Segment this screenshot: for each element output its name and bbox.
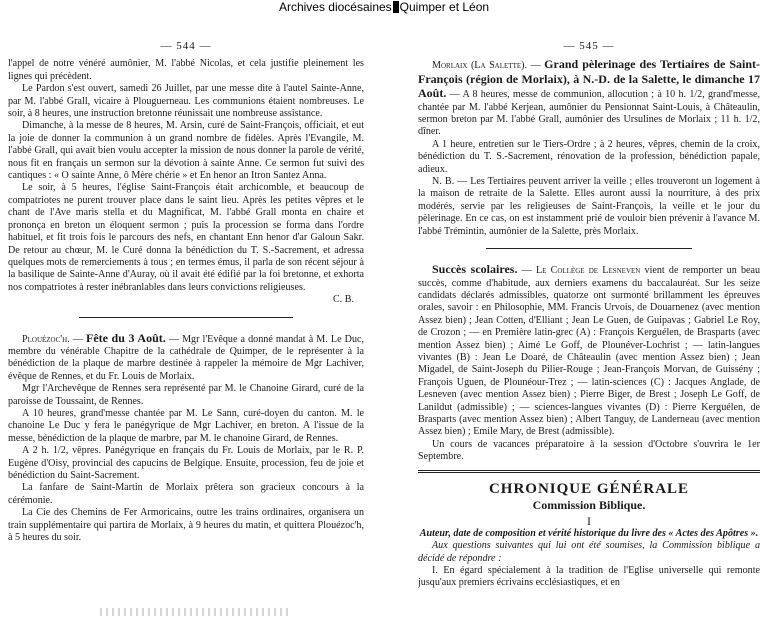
archive-banner <box>0 0 768 14</box>
plouezoch-heading: Plouézoc'h. — Fête du 3 Août. — Mgr l'Evêque a donné mandat à M. Le Duc, membre du vénérable Chapitre de la cathédrale de Quimper, de le représenter à la bénédiction de la plaque de marbre destinée à rappeler la mémoire de Mgr Lachiver, évêque de Rennes, et du Fr. Louis de Morlaix. <box>8 330 364 382</box>
section-roman-numeral: I <box>587 514 591 529</box>
banner-right-text: Quimper et Léon <box>399 0 490 14</box>
signature: C. B. <box>332 294 354 306</box>
chronique-rule <box>418 470 760 473</box>
plouezoch-text: Mgr l'Evêque a donné mandat à M. Le Duc, membre du vénérable Chapitre de la cathédrale de Quimper, de le représenter à la bénédiction de la plaque de marbre destinée à rappeler la mémoire de Mgr Lachiver, évêque de Rennes, et du Fr. Louis de Morlaix. <box>8 333 364 382</box>
salette-text: A 8 heures, messe de communion, allocution ; à 10 h. 1/2, grand'messe, chantée par M. l'abbé Kerjean, aumônier du Pensionnat Saint-Louis, à Châteaulin, sermon breton par M. l'abbé Grall, aumônier des Ursulines de Morlaix ; 11 h. 1/2, dîner. <box>418 89 760 138</box>
left-paragraph: Mgr l'Archevêque de Rennes sera représenté par M. le Chanoine Girard, curé de la paroisse de Toussaint, de Rennes. <box>8 383 364 407</box>
right-paragraph: Un cours de vacances préparatoire à la session d'Octobre s'ouvrira le 1er Septembre. <box>418 438 760 463</box>
left-paragraph: A 10 heures, grand'messe chantée par M. Le Sann, curé-doyen du canton. M. le chanoine Le Duc y fera le panégyrique de Mgr Lachiver, en breton. A l'issue de la messe, bénédiction de la plaque de marbre, par M. le chanoine Girard, de Rennes. <box>8 407 364 444</box>
left-paragraph: A 2 h. 1/2, vêpres. Panégyrique en français du Fr. Louis de Morlaix, par le R. P. Eugène d'Oisy, provincial des capucins de Belgique. Ensuite, procession, feu de joie et bénédiction du Saint-Sacrement. <box>8 445 364 481</box>
left-paragraph: Dimanche, à la messe de 8 heures, M. Arsin, curé de Saint-François, officiait, et eut la joie de donner la communion à un grand nombre de fidèles. Après l'Evangile, M. l'abbé Grall, qui avait bien voulu accepter la mission de nous donner la parole de vérité, nous fit en français un sermon sur la dévotion à sainte Anne. Ce sermon fut suivi des cantiques : « O sainte Anne, ô Mère chérie » et En henor an Itron Santez Anna. <box>8 120 364 182</box>
succes-title: Succès scolaires. <box>432 262 518 277</box>
right-page-column <box>418 40 760 590</box>
questions-intro: Aux questions suivantes qui lui ont été soumises, la Commission biblique a décidé de répondre : <box>418 540 760 564</box>
right-page-number: — 545 — <box>563 40 615 52</box>
left-paragraph: La Cie des Chemins de Fer Armoricains, outre les trains ordinaires, organisera un train supplémentaire qui partira de Morlaix, à 9 heures du matin, et quittera Plouézoc'h, à 5 heures du soir. <box>8 507 364 544</box>
chronique-title: CHRONIQUE GÉNÉRALE <box>488 480 690 497</box>
scan-smudge <box>100 608 290 616</box>
section-divider <box>486 248 691 249</box>
commission-title: Commission Biblique. <box>532 498 646 512</box>
succes-text: vient de remporter un beau succès, comme d'habitude, aux derniers examens du baccalauréat. Sur les seize candidats déclarés admissibles, quatorze ont surmonté brillamment les épreuves orales, savoir : en Philosophie, MM. Francis Urvois, de Douarnenez (avec mention Assez bien) ; Jean Cotten, d'Elliant ; Jean Le Guen, de Guipavas ; Gabriel Le Roy, de Crozon ; — en Première latin-grec (A) : François Kerguélen, de Brasparts (avec mention Assez bien) ; Aimé Le Goff, de Plounéver-Lochrist ; — latin-langues vivantes (B) : Jean Le Doaré, de Châteaulin (avec mention Assez bien) ; Jean Migadel, de Saint-Joseph du Pilier-Rouge ; Jean-François Morvan, de Guissény ; François Uguen, de Plounéour-Trez ; — latin-sciences (C) : Jacques Anglade, de Lesneven (avec mention Assez bien) ; Pierre Biger, de Brest ; Joseph Le Goff, de Lanildut (admissible) ; — sciences-langues vivantes (D) : Pierre Kerguélen, de Brasparts (avec mention Assez bien) ; Albert Tanguy, de Landerneau (avec mention Assez bien) ; Emile Mary, de Brest (admissible). <box>418 265 760 438</box>
salette-heading: Morlaix (La Salette). — Grand pèlerinage des Tertiaires de Saint-François (région de Morlaix), à N.-D. de la Salette, le dimanche 17 Août. — A 8 heures, messe de communion, allocution ; à 10 h. 1/2, grand'messe, chantée par M. l'abbé Kerjean, aumônier du Pensionnat Saint-Louis, à Châteaulin, sermon breton par M. l'abbé Grall, aumônier des Ursulines de Morlaix ; 11 h. 1/2, dîner. <box>418 57 760 138</box>
right-paragraph: A 1 heure, entretien sur le Tiers-Ordre ; à 2 heures, vêpres, chemin de la croix, bénédiction du T. S.-Sacrement, rénovation de la profession, bénédiction papale, adieux. <box>418 138 760 175</box>
left-paragraph: Le Pardon s'est ouvert, samedi 26 Juillet, par une messe dite à l'autel Sainte-Anne, par M. l'abbé Grall, vicaire à Plouguerneau. Les communions étaient nombreuses. Le soir, à 8 heures, une instruction bretonne réunissait une nombreuse assistance. <box>8 83 364 120</box>
left-paragraph: La fanfare de Saint-Martin de Morlaix prêtera son gracieux concours à la cérémonie. <box>8 482 364 506</box>
right-paragraph: N. B. — Les Tertiaires peuvent arriver la veille ; elles trouveront un logement à la maison de retraite de la Salette. Elles auront aussi la nourriture, à des prix modérés, servie par les religieuses de Saint-François, la veille et le jour du pèlerinage. En ce cas, on est instamment prié de vouloir bien prévenir à l'avance M. l'abbé Trémintin, aumônier de la Salette, près Morlaix. <box>418 176 760 237</box>
auteur-heading: Auteur, date de composition et vérité historique du livre des « Actes des Apôtres ». <box>419 527 759 539</box>
salette-title: Grand pèlerinage des Tertiaires de Saint-François (région de Morlaix), à N.-D. de la Salette, le dimanche 17 Août. <box>418 57 760 101</box>
plouezoch-place: Plouézoc'h. <box>22 333 70 345</box>
left-paragraph: l'appel de notre vénéré aumônier, M. l'abbé Nicolas, et cela justifie pleinement les lignes qui précèdent. <box>8 58 364 82</box>
plouezoch-title: Fête du 3 Août. <box>86 330 166 345</box>
banner-left-text: Archives diocésaines <box>278 0 392 14</box>
succes-heading: Succès scolaires. — Le Collège de Lesneven vient de remporter un beau succès, comme d'habitude, aux derniers examens du baccalauréat. Sur les seize candidats déclarés admissibles, quatorze ont surmonté brillamment les épreuves orales, savoir : en Philosophie, MM. Francis Urvois, de Douarnenez (avec mention Assez bien) ; Jean Cotten, d'Elliant ; Jean Le Guen, de Guipavas ; Gabriel Le Roy, de Crozon ; — en Première latin-grec (A) : François Kerguélen, de Brasparts (avec mention Assez bien) ; Aimé Le Goff, de Plounéver-Lochrist ; — latin-langues vivantes (B) : Jean Le Doaré, de Châteaulin (avec mention Assez bien) ; Jean Migadel, de Saint-Joseph du Pilier-Rouge ; Jean-François Morvan, de Guissény ; François Uguen, de Plounéour-Trez ; — latin-sciences (C) : Jacques Anglade, de Lesneven (avec mention Assez bien) ; Pierre Biger, de Brest ; Joseph Le Goff, de Lanildut (admissible) ; — sciences-langues vivantes (D) : Pierre Kerguélen, de Brasparts (avec mention Assez bien) ; Albert Tanguy, de Landerneau (avec mention Assez bien) ; Emile Mary, de Brest (admissible). <box>418 262 760 438</box>
banner-separator <box>393 1 399 13</box>
succes-college: Le Collège de Lesneven <box>535 265 641 277</box>
section-divider <box>79 317 293 318</box>
left-page-number: — 544 — <box>160 40 212 52</box>
question-one: I. En égard spécialement à la tradition de l'Eglise universelle qui remonte jusqu'aux premiers écrivains ecclésiastiques, et en <box>418 565 760 589</box>
salette-place: Morlaix (La Salette). <box>432 60 527 72</box>
left-page-column <box>8 40 364 544</box>
left-paragraph: Le soir, à 5 heures, l'église Saint-François était archicomble, et beaucoup de compatriotes ne purent trouver place dans le saint lieu. Après les petites vêpres et le chant de l'Ave maris stella et du Magnificat, M. l'abbé Grall monta en chaire et prononça en breton un éloquent sermon ; puis la procession se forma dans l'ordre habituel, et fit trois fois le parcours des nefs, en chantant Enn henor d'ar Galoun Sakr. De retour au chœur, M. le Curé donna la bénédiction du T. S.-Sacrement, et adressa quelques mots de remerciements à tous ; en termes émus, il parla de son récent séjour à la basilique de Sainte-Anne d'Auray, où il avait été édifié par la foi bretonne, et exhorta nos compatriotes à rester inébranlables dans leurs convictions religieuses. <box>8 182 364 293</box>
